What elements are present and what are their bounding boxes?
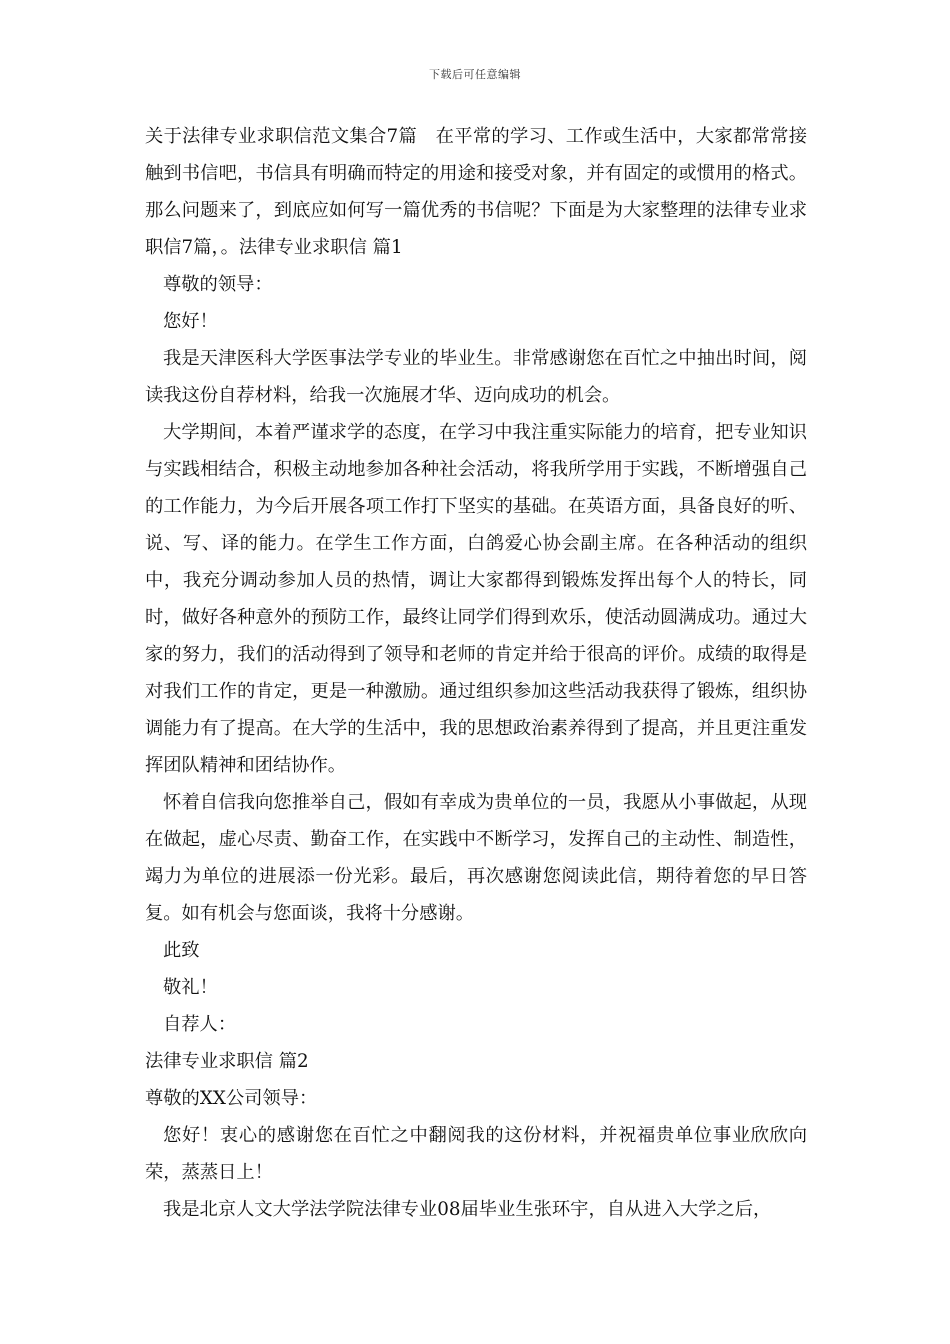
letter1-salutation: 尊敬的领导： bbox=[163, 274, 273, 295]
intro-paragraph: 关于法律专业求职信范文集合7篇 在平常的学习、工作或生活中，大家都常常接触到书信吧，书信具有明确而特定的用途和接受对象，并有固定的或惯用的格式。那么问题来了，到底应如何写一篇优秀的书信呢？下面是为大家整理的法律专业求职信7篇，。法律专业求职信 篇1 bbox=[145, 126, 807, 258]
letter1-closing-2: 敬礼！ bbox=[163, 977, 218, 998]
page-header-note: 下载后可任意编辑 bbox=[429, 68, 521, 81]
letter1-paragraph-3: 怀着自信我向您推举自己，假如有幸成为贵单位的一员，我愿从小事做起，从现在做起，虚心尽责、勤奋工作，在实践中不断学习，发挥自己的主动性、制造性，竭力为单位的进展添一份光彩。最后，再次感谢您阅读此信，期待着您的早日答复。如有机会与您面谈，我将十分感谢。 bbox=[145, 792, 807, 924]
letter2-salutation: 尊敬的XX公司领导： bbox=[145, 1088, 318, 1109]
letter2-title: 法律专业求职信 篇2 bbox=[145, 1051, 309, 1072]
letter2-paragraph-1: 您好！衷心的感谢您在百忙之中翻阅我的这份材料，并祝福贵单位事业欣欣向荣，蒸蒸日上！ bbox=[145, 1125, 807, 1183]
document-body bbox=[145, 118, 807, 1228]
letter1-closing-1: 此致 bbox=[163, 940, 200, 961]
letter2-paragraph-2: 我是北京人文大学法学院法律专业08届毕业生张环宇，自从进入大学之后， bbox=[163, 1199, 772, 1220]
letter1-paragraph-2: 大学期间，本着严谨求学的态度，在学习中我注重实际能力的培育，把专业知识与实践相结合，积极主动地参加各种社会活动，将我所学用于实践，不断增强自己的工作能力，为今后开展各项工作打下坚实的基础。在英语方面，具备良好的听、说、写、译的能力。在学生工作方面，白鸽爱心协会副主席。在各种活动的组织中，我充分调动参加人员的热情，调让大家都得到锻炼发挥出每个人的特长，同时，做好各种意外的预防工作，最终让同学们得到欢乐，使活动圆满成功。通过大家的努力，我们的活动得到了领导和老师的肯定并给于很高的评价。成绩的取得是对我们工作的肯定，更是一种激励。通过组织参加这些活动我获得了锻炼，组织协调能力有了提高。在大学的生活中，我的思想政治素养得到了提高，并且更注重发挥团队精神和团结协作。 bbox=[145, 422, 807, 776]
letter1-signature: 自荐人： bbox=[163, 1014, 237, 1035]
letter1-paragraph-1: 我是天津医科大学医事法学专业的毕业生。非常感谢您在百忙之中抽出时间，阅读我这份自荐材料，给我一次施展才华、迈向成功的机会。 bbox=[145, 348, 807, 406]
letter1-greeting: 您好！ bbox=[163, 311, 218, 332]
